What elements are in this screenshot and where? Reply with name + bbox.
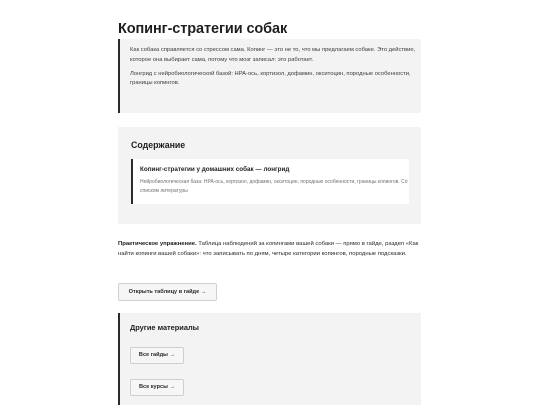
table-of-contents: [118, 127, 421, 224]
page-title: Копинг-стратегии собак: [118, 20, 288, 37]
exercise-lead: Практическое упражнение.: [118, 241, 197, 247]
intro-summary: Лонгрид с нейробиологической базой: HPA-ось, кортизол, дофамин, окситоцин, породные особенности, границы копингов.: [130, 70, 411, 87]
toc-item-title[interactable]: Копинг-стратегии у домашних собак — лонгрид: [140, 166, 290, 173]
toc-item-description: Нейробиологическая база: HPA-ось, кортизол, дофамин, окситоцин, породные особенности, границы копингов. Со списком литературы: [140, 179, 408, 194]
intro-paragraph: Как собака справляется со стрессом сама. Копинг — это не то, что мы предлагаем собаке. Это действие, которое она выбирает сама, потому что мозг записал: это работает.: [130, 47, 416, 63]
other-materials-title: Другие материалы: [130, 323, 199, 332]
all-guides-button[interactable]: Все гайды →: [130, 347, 184, 364]
intro-block: [118, 39, 421, 113]
all-courses-button[interactable]: Все курсы →: [130, 379, 184, 396]
open-table-button[interactable]: Открыть таблицу в гайде →: [118, 283, 217, 301]
toc-title: Содержание: [131, 140, 186, 150]
exercise-text: [118, 239, 421, 260]
other-materials: [118, 313, 421, 405]
exercise-body: Таблица наблюдений за копингами вашей собаки — прямо в гайде, раздел «Как найти копинги вашей собаки»: что записывать по дням, четыре категории копингов, породные подсказки.: [118, 241, 419, 258]
toc-item-longread[interactable]: [131, 159, 409, 204]
